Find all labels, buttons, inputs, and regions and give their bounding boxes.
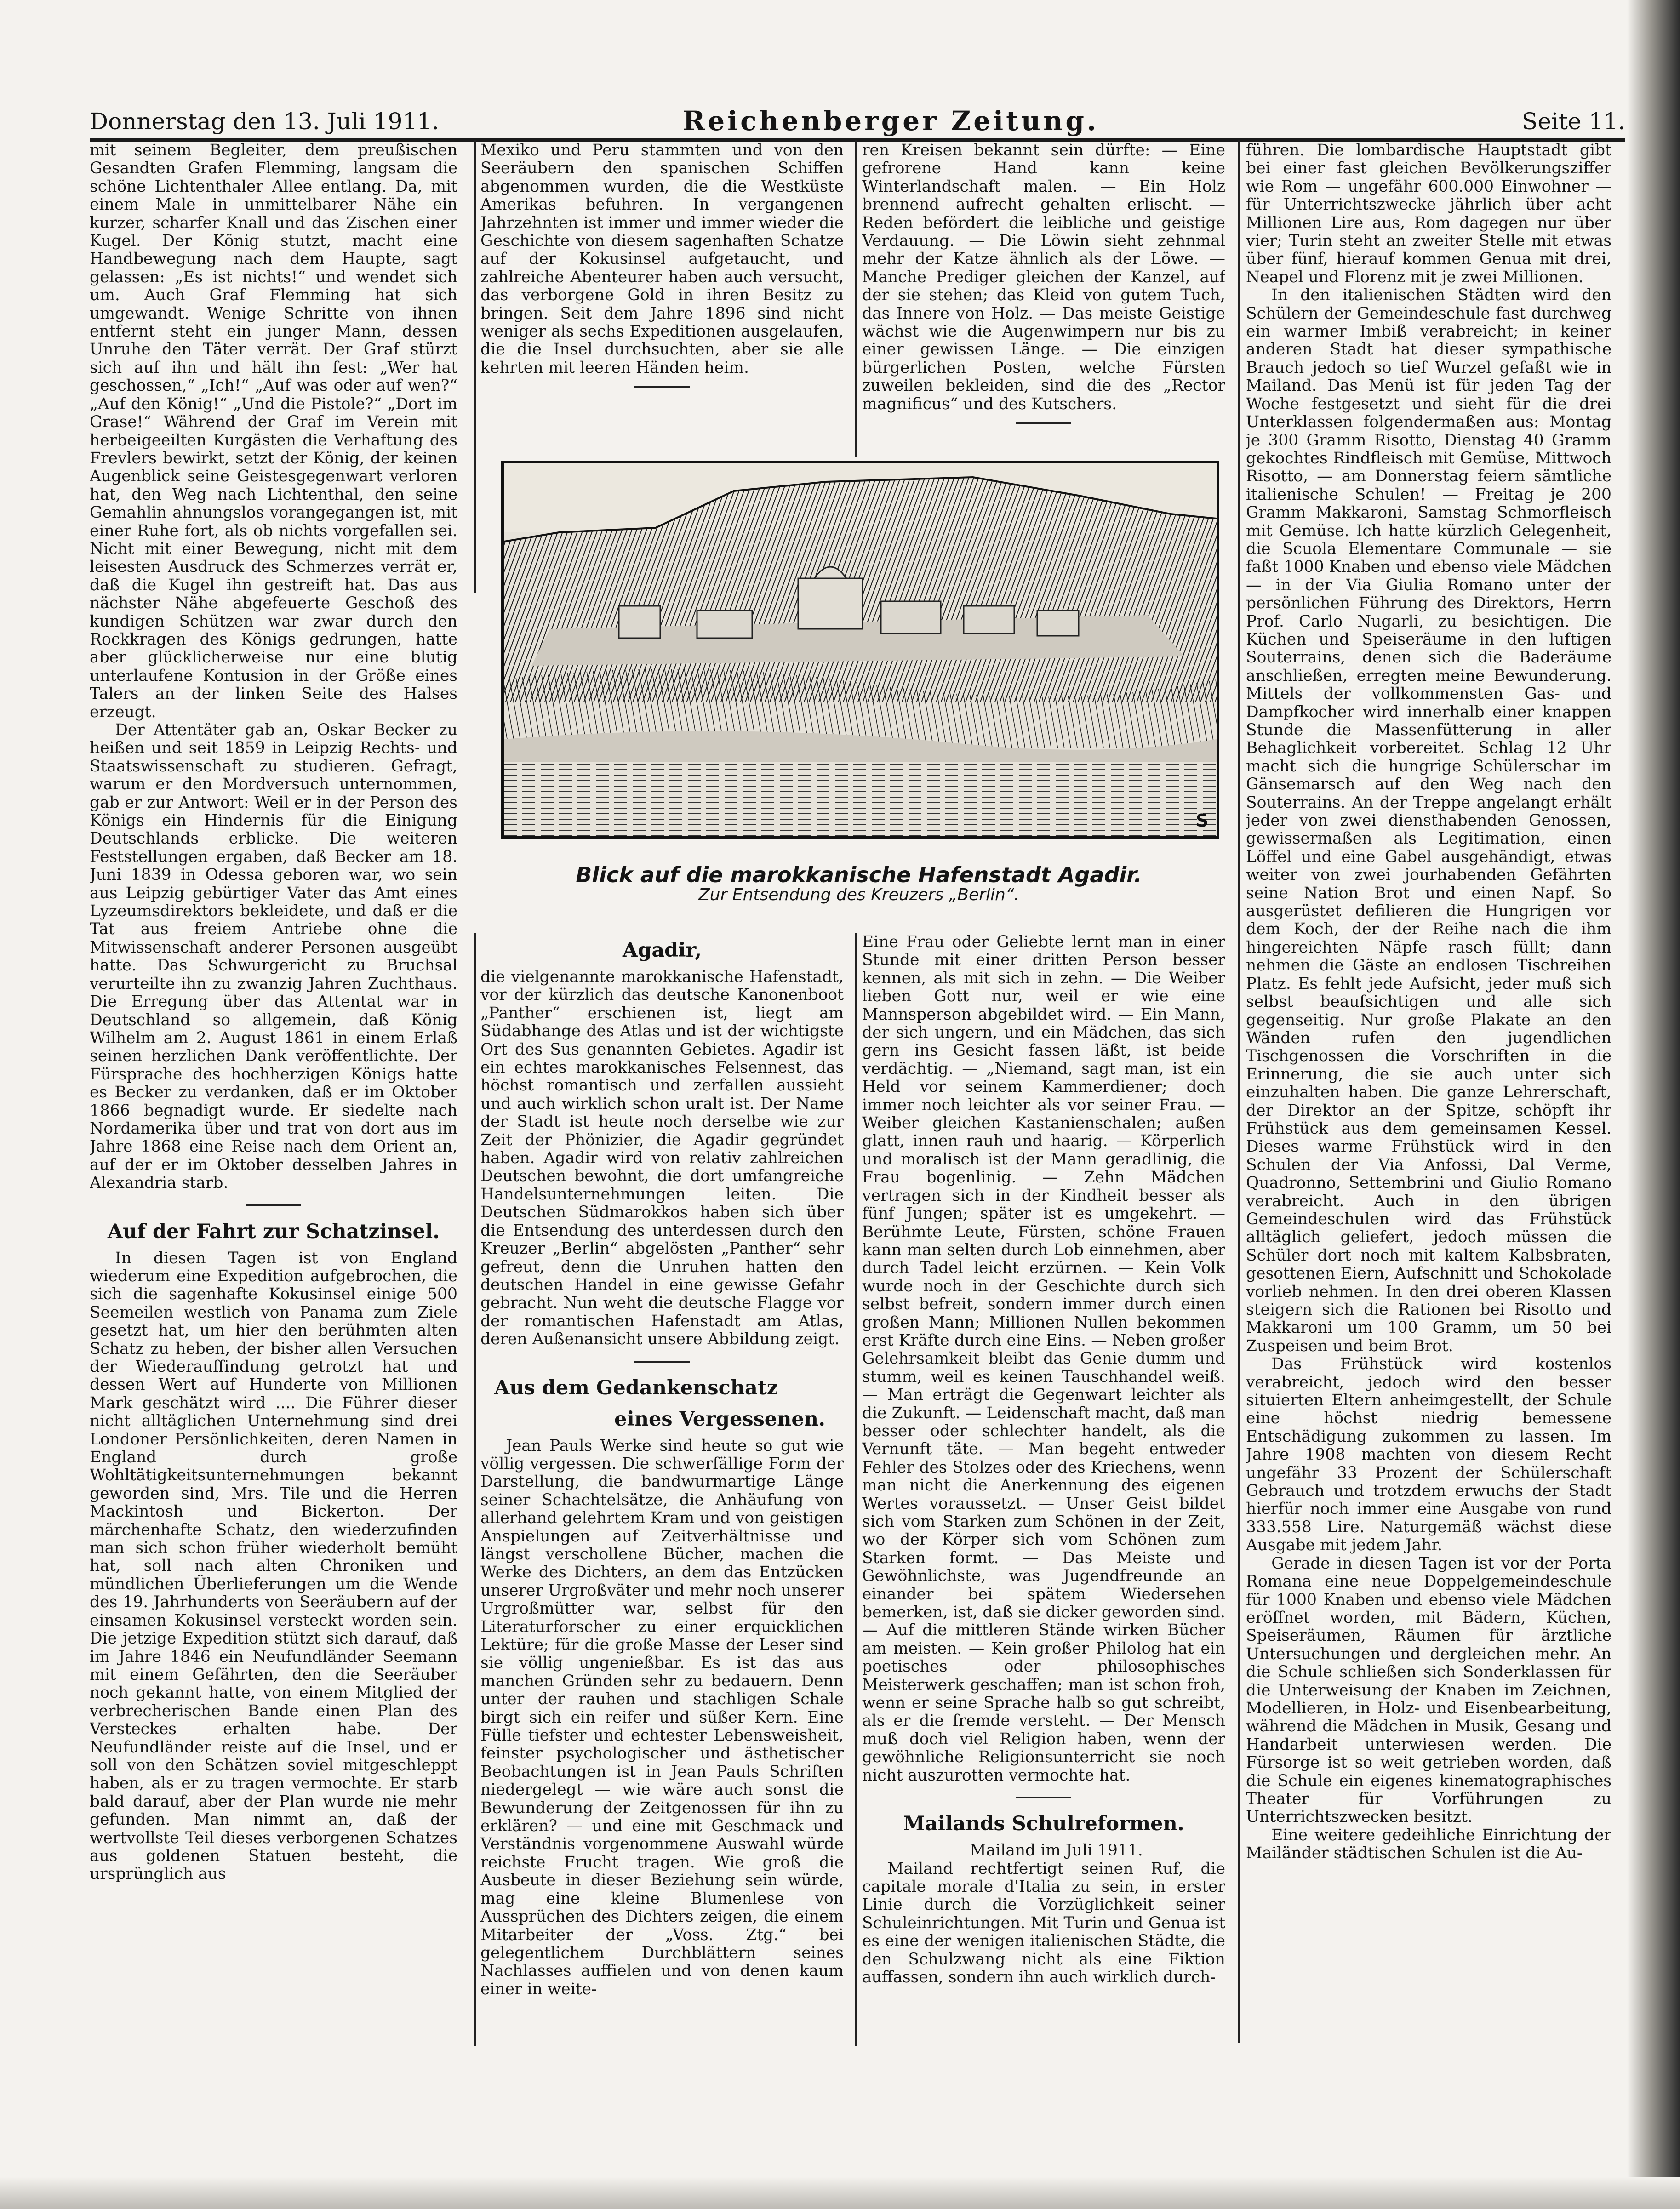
page-header <box>90 105 1625 140</box>
column-2-top <box>480 142 844 417</box>
column-rule <box>1238 140 1240 2043</box>
article-paragraph: Eine Frau oder Geliebte lernt man in einer Stunde mit einer dritten Person besser kennen, als mit sich in zehn. — Die Weiber lieben Gott nur, weil er wie eine Mannsperson abgebildet wird. — Ein Mann, der sich ungern, und ein Mädchen, das sich gern ins Gesicht fassen läßt, ist beide verdächtig. — „Niemand, sagt man, ist ein Held vor seinem Kammerdiener; doch immer noch leichter als vor seiner Frau. — Weiber gleichen Kastanienschalen; außen glatt, innen rauh und haarig. — Körperlich und moralisch ist der Mann geradlinig, die Frau bogenlinig. — Zehn Mädchen vertragen sich in der Kindheit besser als fünf Jungen; später ist es umgekehrt. — Berühmte Leute, Fürsten, schöne Frauen kann man selten durch Lob einnehmen, aber durch Tadel leicht erzürnen. — Kein Volk wurde noch in der Geschichte durch sich selbst befreit, sondern immer durch einen großen Mann; Millionen Nullen bekommen erst Kräfte durch eine Eins. — Neben großer Gelehrsamkeit bleibt das Genie dumm und stumm, weil es keinen Tauschhandel weiß. — Man erträgt die Gegenwart leichter als die Zukunft. — Leidenschaft macht, daß man besser oder schlechter handelt, als die Vernunft täte. — Man begeht entweder Fehler des Stolzes oder des Kriechens, wenn man nicht die Anerkennung des eigenen Wertes voraussetzt. — Unser Geist bildet sich vom Starken zum Schönen in der Zeit, wo der Körper sich vom Schönen zum Starken formt. — Das Meiste und Gewöhnlichste, was Jugendfreunde an einander bei spätem Wiedersehen bemerken, ist, daß sie dicker geworden sind. — Auf die mittleren Stände wirken Bücher am meisten. — Kein großer Philolog hat ein poetisches oder philosophisches Meisterwerk geschaffen; man ist schon froh, wenn er seine Sprache halb so gut schreibt, als er die fremde versteht. — Der Mensch muß doch viel Religion haben, wenn der gewöhnliche Religionsunterricht sie noch nicht auszurotten vermochte hat. <box>862 933 1225 1785</box>
page-bottom-shadow <box>0 2177 1680 2209</box>
article-paragraph: Jean Pauls Werke sind heute so gut wie völlig vergessen. Die schwerfällige Form der Darstellung, die bandwurmartige Länge seiner Schachtelsätze, die Anhäufung von allerhand gelehrtem Kram und von geistigen Anspielungen auf Zeitverhältnisse und längst verschollene Bücher, machen die Werke des Dichters, an dem das Entzücken unserer Urgroßväter und mehr noch unserer Urgroßmütter war, selbst für den Literaturforscher zu einer erquicklichen Lektüre; für die große Masse der Leser sind sie völlig ungenießbar. Es ist das aus manchen Gründen sehr zu bedauern. Denn unter der rauhen und stachligen Schale birgt sich ein reifer und süßer Kern. Eine Fülle tiefster und echtester Lebensweisheit, feinster psychologischer und ästhetischer Beobachtungen ist in Jean Pauls Schriften niedergelegt — wie wäre auch sonst die Bewunderung der Zeitgenossen für ihn zu erklären? — und eine mit Geschmack und Verständnis vorgenommene Auswahl würde reichste Frucht tragen. Wie groß die Ausbeute in dieser Beziehung sein würde, mag eine kleine Blumenlese von Aussprüchen des Dichters zeigen, die einem Mitarbeiter der „Voss. Ztg.“ bei gelegentlichem Durchblättern seines Nachlasses auffielen und von denen kaum einer in weite- <box>480 1436 844 1998</box>
article-paragraph: ren Kreisen bekannt sein dürfte: — Eine gefrorene Hand kann keine Winterlandschaft malen. — Ein Holz brennend aufrecht gehalten erlischt. — Reden befördert die leibliche und geistige Verdauung. — Die Löwin sieht zehnmal mehr der Katze ähnlich als der Löwe. — Manche Prediger gleichen der Kanzel, auf der sie stehen; das Kleid von gutem Tuch, das Innere von Holz. — Das meiste Geistige wächst wie die Augenwimpern nur bis zu einer gewissen Länge. — Die einzigen bürgerlichen Posten, welche Fürsten zuweilen bekleiden, sind die des „Rector magnificus“ und des Kutschers. <box>862 142 1225 413</box>
article-paragraph: führen. Die lombardische Hauptstadt gibt bei einer fast gleichen Bevölkerungsziffer wie Rom — ungefähr 600.000 Einwohner — für Unterrichtszwecke jährlich über acht Millionen Lire aus, Rom dagegen nur über vier; Turin steht an zweiter Stelle mit etwas über fünf, hierauf kommen Genua mit drei, Neapel und Florenz mit je zwei Millionen. <box>1246 142 1611 286</box>
column-3-bottom <box>862 933 1225 2050</box>
artist-signature: S <box>1196 811 1209 831</box>
article-paragraph: die vielgenannte marokkanische Hafenstadt, vor der kürzlich das deutsche Kanonenboot „Panther“ erschienen ist, liegt am Südabhange des Atlas und ist der wichtigste Ort des Sus genannten Gebietes. Agadir ist ein echtes marokkanisches Felsennest, das höchst romantisch und zerfallen aussieht und auch wirklich schon uralt ist. Der Name der Stadt ist heute noch derselbe wie zur Zeit der Phönizier, die Agadir gegründet haben. Agadir wird von relativ zahlreichen Deutschen bewohnt, die dort umfangreiche Handelsunternehmungen leiten. Die Deutschen Südmarokkos haben sich über die Entsendung des unterdessen durch den Kreuzer „Berlin“ abgelösten „Panther“ sehr gefreut, denn die Unruhen hatten den deutschen Handel in eine gewisse Gefahr gebracht. Nun weht die deutsche Flagge vor der romantischen Hafenstadt am Atlas, deren Außenansicht unsere Abbildung zeigt. <box>480 968 844 1349</box>
header-date: Donnerstag den 13. Juli 1911. <box>90 108 439 135</box>
column-rule <box>855 933 857 2046</box>
article-headline: Mailands Schulreformen. <box>903 1812 1184 1836</box>
article-headline: Auf der Fahrt zur Schatzinsel. <box>107 1220 440 1243</box>
section-divider <box>1016 422 1071 424</box>
column-1 <box>90 142 457 2068</box>
masthead-title: Reichenberger Zeitung. <box>683 105 1099 137</box>
article-headline: Aus dem Gedankenschatz <box>494 1376 778 1399</box>
harbor-town-engraving <box>504 463 1217 836</box>
section-divider <box>634 1361 690 1363</box>
article-dateline: Mailand im Juli 1911. <box>970 1841 1143 1860</box>
article-paragraph: Der Attentäter gab an, Oskar Becker zu heißen und seit 1859 in Leipzig Rechts- und Staatswissenschaft zu studieren. Gefragt, warum er den Mordversuch unternommen, gab er zur Antwort: Weil er in der Person des Königs ein Hindernis für die Einigung Deutschlands erblicke. Die weiteren Feststellungen ergaben, daß Becker am 18. Juni 1839 in Odessa geboren war, wo sein aus Leipzig gebürtiger Vater das Amt eines Lyzeumsdirektors bekleidete, und daß er die Tat aus freiem Antriebe ohne die Mitwissenschaft anderer Personen ausgeübt hatte. Das Schwurgericht zu Bruchsal verurteilte ihn zu zwanzig Jahren Zuchthaus. Die Erregung über das Attentat war in Deutschland so allgemein, daß König Wilhelm am 2. August 1861 in einem Erlaß seinen herzlichen Dank veröffentlichte. Der Fürsprache des hochherzigen Königs hatte es Becker zu verdanken, daß er im Oktober 1866 begnadigt wurde. Er siedelte nach Nordamerika über und trat von dort aus im Jahre 1868 eine Reise nach dem Orient an, auf der er im Oktober desselben Jahres in Alexandria starb. <box>90 721 457 1193</box>
page-number: Seite 11. <box>1522 108 1625 135</box>
column-3-top <box>862 142 1225 436</box>
page-edge-shadow <box>1627 0 1680 2209</box>
agadir-illustration <box>497 456 1221 904</box>
article-paragraph: In diesen Tagen ist von England wiederum eine Expedition aufgebrochen, die sich die sagenhafte Kokusinsel einige 500 Seemeilen westlich von Panama zum Ziele gesetzt hat, um hier den berühmten alten Schatz zu heben, der bisher allen Versuchen der Wiederauffindung getrotzt hat und dessen Wert auf Hunderte von Millionen Mark geschätzt wird .... Die Führer dieser nicht alltäglichen Unternehmung sind drei Londoner Persönlichkeiten, deren Namen in England durch große Wohltätigkeitsunternehmungen bekannt geworden sind, Mrs. Tile und die Herren Mackintosh und Bickerton. Der märchenhafte Schatz, den wiederzufinden man sich schon früher wiederholt bemüht hat, soll nach alten Chroniken und mündlichen Überlieferungen um die Wende des 19. Jahrhunderts von Seeräubern auf der einsamen Kokusinsel versteckt worden sein. Die jetzige Expedition stützt sich darauf, daß im Jahre 1846 ein Neufundländer Seemann mit einem Gefährten, den die Seeräuber noch gekannt hatte, von einem Mitglied der verbrecherischen Bande einen Plan des Versteckes erhalten habe. Der Neufundländer reiste auf die Insel, und er soll von den Schätzen soviel mitgeschleppt haben, als er zu tragen vermochte. Er starb bald darauf, aber der Plan wurde nie mehr gefunden. Man nimmt an, daß der wertvollste Teil dieses verborgenen Schatzes aus goldenen Statuen besteht, die ursprünglich aus <box>90 1249 457 1884</box>
article-headline: Agadir, <box>622 939 702 962</box>
article-paragraph: Eine weitere gedeihliche Einrichtung der Mailänder städtischen Schulen ist die Au- <box>1246 1826 1611 1863</box>
article-paragraph: mit seinem Begleiter, dem preußischen Gesandten Grafen Flemming, langsam die schöne Lichtenthaler Allee entlang. Da, mit einem Male in unmittelbarer Nähe ein kurzer, scharfer Knall und das Zischen einer Kugel. Der König stutzt, macht eine Handbewegung nach dem Haupte, sagt gelassen: „Es ist nichts!“ und wendet sich um. Auch Graf Flemming hat sich umgewandt. Wenige Schritte von ihnen entfernt steht ein junger Mann, dessen Unruhe den Täter verrät. Der Graf stürzt sich auf ihn und hält ihn fest: „Wer hat geschossen,“ „Ich!“ „Auf was oder auf wen?“ „Auf den König!“ „Und die Pistole?“ „Dort im Grase!“ Während der Graf im Verein mit herbeigeeilten Kurgästen die Verhaftung des Frevlers bewirkt, setzt der König, der keinen Augenblick seine Geistesgegenwart verloren hat, den Weg nach Lichtenthal, den seine Gemahlin ahnungslos vorangegangen ist, mit einer Ruhe fort, als ob nichts vorgefallen sei. Nicht mit einer Bewegung, nicht mit dem leisesten Ausdruck des Schmerzes verrät er, daß die Kugel ihn gestreift hat. Das aus nächster Nähe abgefeuerte Geschoß des kundigen Schützen war zwar durch den Rockkragen des Königs gedrungen, hatte aber glücklicherweise nur eine blutig unterlaufene Kontusion in der Größe eines Talers an der linken Seite des Halses erzeugt. <box>90 142 457 721</box>
section-divider <box>1016 1797 1071 1798</box>
article-headline-line2: eines Vergessenen. <box>614 1407 825 1431</box>
illustration-subcaption: Zur Entsendung des Kreuzers „Berlin“. <box>698 885 1019 904</box>
section-divider <box>246 1204 301 1206</box>
column-4 <box>1246 142 1611 2068</box>
article-paragraph: Mexiko und Peru stammten und von den Seeräubern den spanischen Schiffen abgenommen wurden, die die Westküste Amerikas befuhren. In vergangenen Jahrzehnten ist immer und immer wieder die Geschichte von diesem sagenhaften Schatze auf der Kokusinsel aufgetaucht, und zahlreiche Abenteurer haben auch versucht, das verborgene Gold in ihren Besitz zu bringen. Seit dem Jahre 1896 sind nicht weniger als sechs Expeditionen ausgelaufen, die die Insel durchsuchten, aber sie alle kehrten mit leeren Händen heim. <box>480 142 844 377</box>
article-paragraph: Das Frühstück wird kostenlos verabreicht, jedoch wird den besser situierten Eltern anheimgestellt, der Schule eine höchst niedrig bemessene Entschädigung zukommen zu lassen. Im Jahre 1908 machten von diesem Recht ungefähr 33 Prozent der Schülerschaft Gebrauch und trotzdem erwuchs der Stadt hierfür noch immer eine Ausgabe von rund 333.558 Lire. Naturgemäß wächst diese Ausgabe mit jedem Jahr. <box>1246 1355 1611 1555</box>
article-paragraph: Gerade in diesen Tagen ist vor der Porta Romana eine neue Doppelgemeindeschule für 1000 Knaben und ebenso viele Mädchen eröffnet worden, mit Bädern, Küchen, Speiseräumen, Räumen für ärztliche Untersuchungen und dergleichen mehr. An die Schule schließen sich Sonderklassen für die Unterweisung der Knaben im Zeichnen, Modellieren, in Holz- und Eisenbearbeitung, während die Mädchen in Musik, Gesang und Handarbeit unterwiesen werden. Die Fürsorge ist so weit getrieben worden, daß die Schule ein eigenes kinematographisches Theater für Vorführungen zu Unterrichtszwecken besitzt. <box>1246 1554 1611 1827</box>
column-2-bottom <box>480 933 844 2050</box>
article-paragraph: In den italienischen Städten wird den Schülern der Gemeindeschule fast durchweg ein warmer Imbiß verabreicht; in keiner anderen Stadt hat dieser sympathische Brauch jedoch so tief Wurzel gefaßt wie in Mailand. Das Menü ist für jeden Tag der Woche festgesetzt und sieht für die drei Unterklassen folgendermaßen aus: Montag je 300 Gramm Risotto, Dienstag 40 Gramm gekochtes Rindfleisch mit Gemüse, Mittwoch Risotto, — am Donnerstag feiern sämtliche italienische Schulen! — Freitag je 200 Gramm Makkaroni, Samstag Schmorfleisch mit Gemüse. Ich hatte kürzlich Gelegenheit, die Scuola Elementare Communale — sie faßt 1000 Knaben und ebenso viele Mädchen — in der Via Giulia Romano unter der persönlichen Führung des Direktors, Herrn Prof. Carlo Nugarli, zu besichtigen. Die Küchen und Speiseräume in den luftigen Souterrains, denen sich die Baderäume anschließen, erregten meine Bewunderung. Mittels der vollkommensten Gas- und Dampfkocher wird innerhalb einer knappen Stunde die Massenfütterung in aller Behaglichkeit vorbereitet. Schlag 12 Uhr macht sich die hungrige Schülerschar im Gänsemarsch auf den Weg nach den Souterrains. An der Treppe angelangt erhält jeder von zwei diensthabenden Genossen, gewissermaßen als Legitimation, einen Löffel und eine Gabel ausgehändigt, etwas weiter von zwei jourhabenden Gefährten seine Nation Brot und einen Napf. So ausgerüstet defilieren die Hungrigen vor dem Koch, der der Reihe nach die ihm hingereichten Näpfe rasch füllt; dann nehmen die Gäste an endlosen Tischreihen Platz. Es fehlt jede Aufsicht, jeder muß sich selbst beaufsichtigen und alle sich gegenseitig. Nur große Plakate an den Wänden rufen den jugendlichen Tischgenossen die Vorschriften in die Erinnerung, die sie auch unter sich einzuhalten haben. Die ganze Lehrerschaft, der Direktor an der Spitze, schöpft ihr Frühstück aus dem gemeinsamen Kessel. Dieses warme Frühstück wird in den Schulen der Via Anfossi, Dal Verme, Quadronno, Settembrini und Giulio Romano verabreicht. Auch in den übrigen Gemeindeschulen wird das Frühstück alltäglich geliefert, jedoch müssen die Schüler dort noch mit kaltem Kalbsbraten, gesottenen Eiern, Aufschnitt und Schokolade vorlieb nehmen. In den drei oberen Klassen steigern sich die Rationen bei Risotto und Makkaroni um 100 Gramm, um 50 bei Zuspeisen und beim Brot. <box>1246 286 1611 1355</box>
illustration-frame <box>501 461 1219 839</box>
illustration-caption: Blick auf die marokkanische Hafenstadt Agadir. <box>576 862 1142 887</box>
column-rule <box>855 140 857 457</box>
section-divider <box>634 386 690 388</box>
article-paragraph: Mailand rechtfertigt seinen Ruf, die capitale morale d'Italia zu sein, in erster Linie durch die Vorzüglichkeit seiner Schuleinrichtungen. Mit Turin und Genua ist es eine der wenigen italienischen Städte, die den Schulzwang nicht als eine Fiktion auffassen, sondern ihn auch wirklich durch- <box>862 1859 1225 1986</box>
column-rule <box>474 933 476 2046</box>
column-rule <box>474 140 476 593</box>
